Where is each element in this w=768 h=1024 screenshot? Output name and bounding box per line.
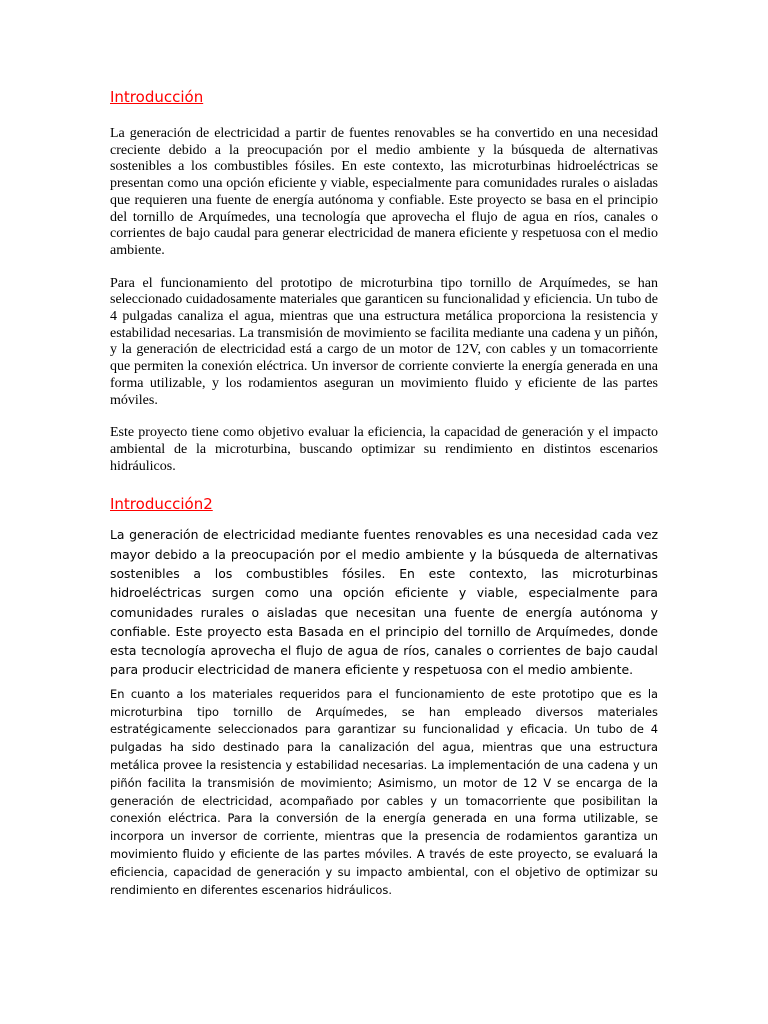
section-heading-introduccion2: Introducción2: [110, 495, 213, 514]
body-paragraph: Para el funcionamiento del prototipo de microturbina tipo tornillo de Arquímedes, se han seleccionado cuidadosamente materiales que garanticen su funcionalidad y eficiencia. Un tubo de 4 pulgadas canaliza el agua, mientras que una estructura metálica proporciona la resistencia y estabilidad necesarias. La transmisión de movimiento se facilita mediante una cadena y un piñón, y la generación de electricidad está a cargo de un motor de 12V, con cables y un tomacorriente que permiten la conexión eléctrica. Un inversor de corriente convierte la energía generada en una forma utilizable, y los rodamientos aseguran un movimiento fluido y eficiente de las partes móviles.: [110, 275, 658, 408]
body-paragraph: En cuanto a los materiales requeridos para el funcionamiento de este prototipo que es la microturbina tipo tornillo de Arquímedes, se han empleado diversos materiales estratégicamente seleccionados para garantizar su funcionalidad y eficacia. Un tubo de 4 pulgadas ha sido destinado para la canalización del agua, mientras que una estructura metálica provee la resistencia y estabilidad necesarias. La implementación de una cadena y un piñón facilita la transmisión de movimiento; Asimismo, un motor de 12 V se encarga de la generación de electricidad, acompañado por cables y un tomacorriente que posibilitan la conexión eléctrica. Para la conversión de la energía generada en una forma utilizable, se incorpora un inversor de corriente, mientras que la presencia de rodamientos garantiza un movimiento fluido y eficiente de las partes móviles. A través de este proyecto, se evaluará la eficiencia, capacidad de generación y su impacto ambiental, con el objetivo de optimizar su rendimiento en diferentes escenarios hidráulicos.: [110, 686, 658, 897]
section-heading-introduccion: Introducción: [110, 88, 204, 106]
body-paragraph: La generación de electricidad mediante fuentes renovables es una necesidad cada vez mayor debido a la preocupación por el medio ambiente y la búsqueda de alternativas sostenibles a los combustibles fósiles. En este contexto, las microturbinas hidroeléctricas surgen como una opción eficiente y viable, especialmente para comunidades rurales o aisladas que necesitan una fuente de energía autónoma y confiable. Este proyecto esta Basada en el principio del tornillo de Arquímedes, donde esta tecnología aprovecha el flujo de agua de ríos, canales o corrientes de bajo caudal para producir electricidad de manera eficiente y respetuosa con el medio ambiente.: [110, 527, 658, 678]
body-paragraph: La generación de electricidad a partir de fuentes renovables se ha convertido en una necesidad creciente debido a la preocupación por el medio ambiente y la búsqueda de alternativas sostenibles a los combustibles fósiles. En este contexto, las microturbinas hidroeléctricas se presentan como una opción eficiente y viable, especialmente para comunidades rurales o aisladas que requieren una fuente de energía autónoma y confiable. Este proyecto se basa en el principio del tornillo de Arquímedes, una tecnología que aprovecha el flujo de agua en ríos, canales o corrientes de bajo caudal para generar electricidad de manera eficiente y respetuosa con el medio ambiente.: [110, 126, 658, 258]
document-page: [110, 84, 658, 899]
body-paragraph: Este proyecto tiene como objetivo evaluar la eficiencia, la capacidad de generación y el impacto ambiental de la microturbina, buscando optimizar su rendimiento en distintos escenarios hidráulicos.: [110, 425, 658, 474]
